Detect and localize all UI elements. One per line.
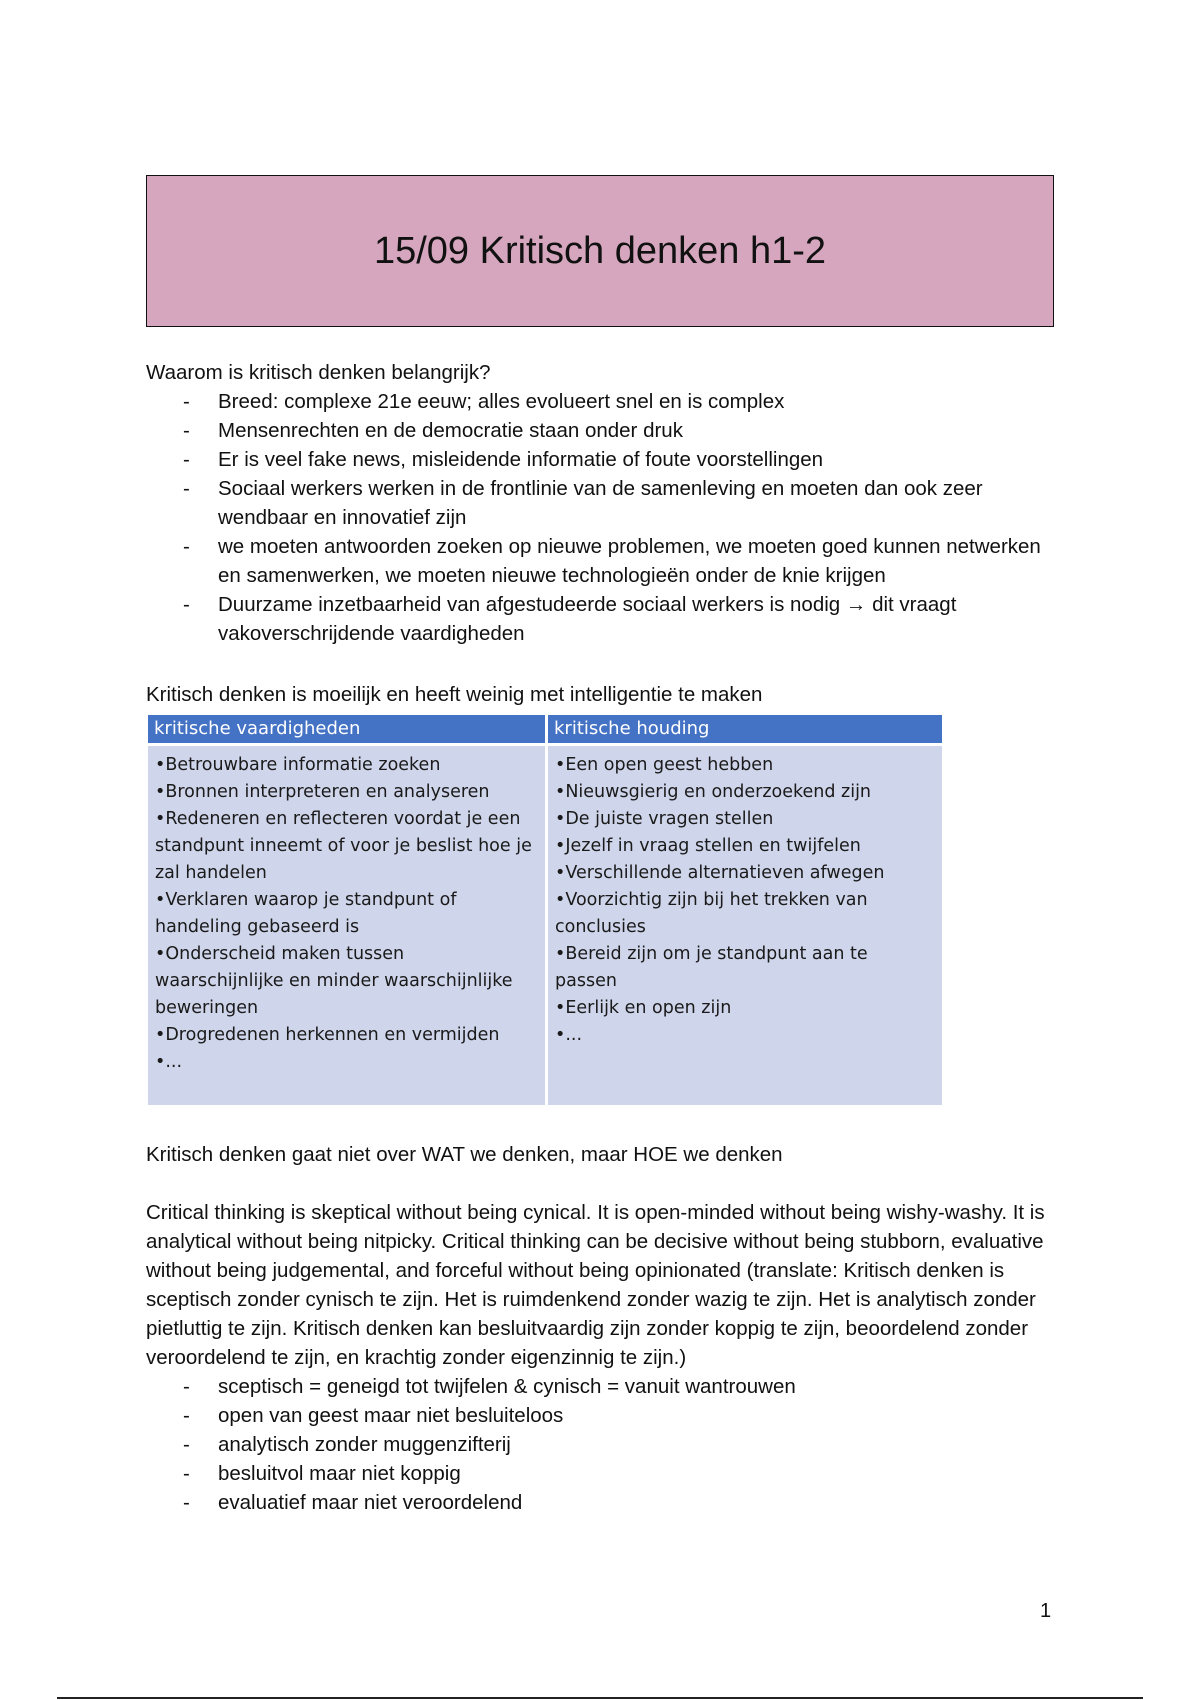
table-header-skills: kritische vaardigheden	[148, 715, 548, 743]
list-item: - Duurzame inzetbaarheid van afgestudeerde sociaal werkers is nodig → dit vraagt vakoverschrijdende vaardigheden	[146, 590, 1056, 648]
section-difficult	[146, 680, 1056, 709]
list-item: - Mensenrechten en de democratie staan onder druk	[146, 416, 1056, 445]
contrast-list	[146, 1372, 1058, 1517]
table-list-item: • Betrouwbare informatie zoeken	[155, 752, 538, 779]
table-cell-attitude	[548, 746, 942, 1105]
list-item: - we moeten antwoorden zoeken op nieuwe problemen, we moeten goed kunnen netwerken en samenwerken, we moeten nieuwe technologieën onder de knie krijgen	[146, 532, 1056, 590]
list-item: - Breed: complexe 21e eeuw; alles evolueert snel en is complex	[146, 387, 1056, 416]
table-list-item: • Een open geest hebben	[555, 752, 935, 779]
table-list-item: • Verschillende alternatieven afwegen	[555, 860, 935, 887]
list-item: - evaluatief maar niet veroordelend	[146, 1488, 1058, 1517]
list-item: - Er is veel fake news, misleidende informatie of foute voorstellingen	[146, 445, 1056, 474]
table-list-item: • Jezelf in vraag stellen en twijfelen	[555, 833, 935, 860]
section-why-important	[146, 358, 1056, 648]
table-body	[148, 743, 942, 1105]
list-item: - sceptisch = geneigd tot twijfelen & cynisch = vanuit wantrouwen	[146, 1372, 1058, 1401]
reasons-list	[146, 387, 1056, 648]
table-list-item: • Verklaren waarop je standpunt of handeling gebaseerd is	[155, 887, 538, 941]
table-list-item: • Bereid zijn om je standpunt aan te passen	[555, 941, 935, 995]
table-list-item: • Eerlijk en open zijn	[555, 995, 935, 1022]
table-list-item: • Redeneren en reflecteren voordat je een standpunt inneemt of voor je beslist hoe je zal handelen	[155, 806, 538, 887]
table-list-item: • Onderscheid maken tussen waarschijnlijke en minder waarschijnlijke beweringen	[155, 941, 538, 1022]
page-title: 15/09 Kritisch denken h1-2	[373, 229, 827, 272]
section-heading: Kritisch denken is moeilijk en heeft weinig met intelligentie te maken	[146, 683, 763, 706]
list-item: - analytisch zonder muggenzifterij	[146, 1430, 1058, 1459]
quote-paragraph: Critical thinking is skeptical without being cynical. It is open-minded without being wishy-washy. It is analytical without being nitpicky. Critical thinking can be decisive without being stubborn, evaluative without being judgemental, and forceful without being opinionated (translate: Kritisch denken is sceptisch zonder cynisch te zijn. Het is ruimdenkend zonder wazig te zijn. Het is analytisch zonder pietluttig te zijn. Kritisch denken kan besluitvaardig zijn zonder koppig te zijn, beoordelend zonder veroordelend te zijn, en krachtig zonder eigenzinnig te zijn.)	[146, 1201, 1045, 1369]
skills-attitude-table	[148, 715, 942, 1105]
section-critical-thinking-quote	[146, 1198, 1058, 1517]
list-item: - besluitvol maar niet koppig	[146, 1459, 1058, 1488]
list-item: - open van geest maar niet besluiteloos	[146, 1401, 1058, 1430]
table-list-item: • Voorzichtig zijn bij het trekken van conclusies	[555, 887, 935, 941]
table-list-item: • ...	[155, 1049, 538, 1076]
list-item: - Sociaal werkers werken in de frontlinie van de samenleving en moeten dan ook zeer wendbaar en innovatief zijn	[146, 474, 1056, 532]
table-cell-skills	[148, 746, 548, 1105]
table-list-item: • Bronnen interpreteren en analyseren	[155, 779, 538, 806]
table-list-item: • Drogredenen herkennen en vermijden	[155, 1022, 538, 1049]
table-list-item: • ...	[555, 1022, 935, 1049]
table-header-attitude: kritische houding	[554, 718, 710, 739]
table-list-item: • De juiste vragen stellen	[555, 806, 935, 833]
statement-text: Kritisch denken gaat niet over WAT we denken, maar HOE we denken	[146, 1143, 783, 1166]
bottom-divider	[57, 1697, 1143, 1699]
section-what-how	[146, 1140, 1056, 1169]
table-header-row	[148, 715, 942, 743]
table-list-item: • Nieuwsgierig en onderzoekend zijn	[555, 779, 935, 806]
page-number: 1	[1040, 1600, 1052, 1622]
section-heading: Waarom is kritisch denken belangrijk?	[146, 361, 491, 384]
title-box	[146, 175, 1054, 327]
